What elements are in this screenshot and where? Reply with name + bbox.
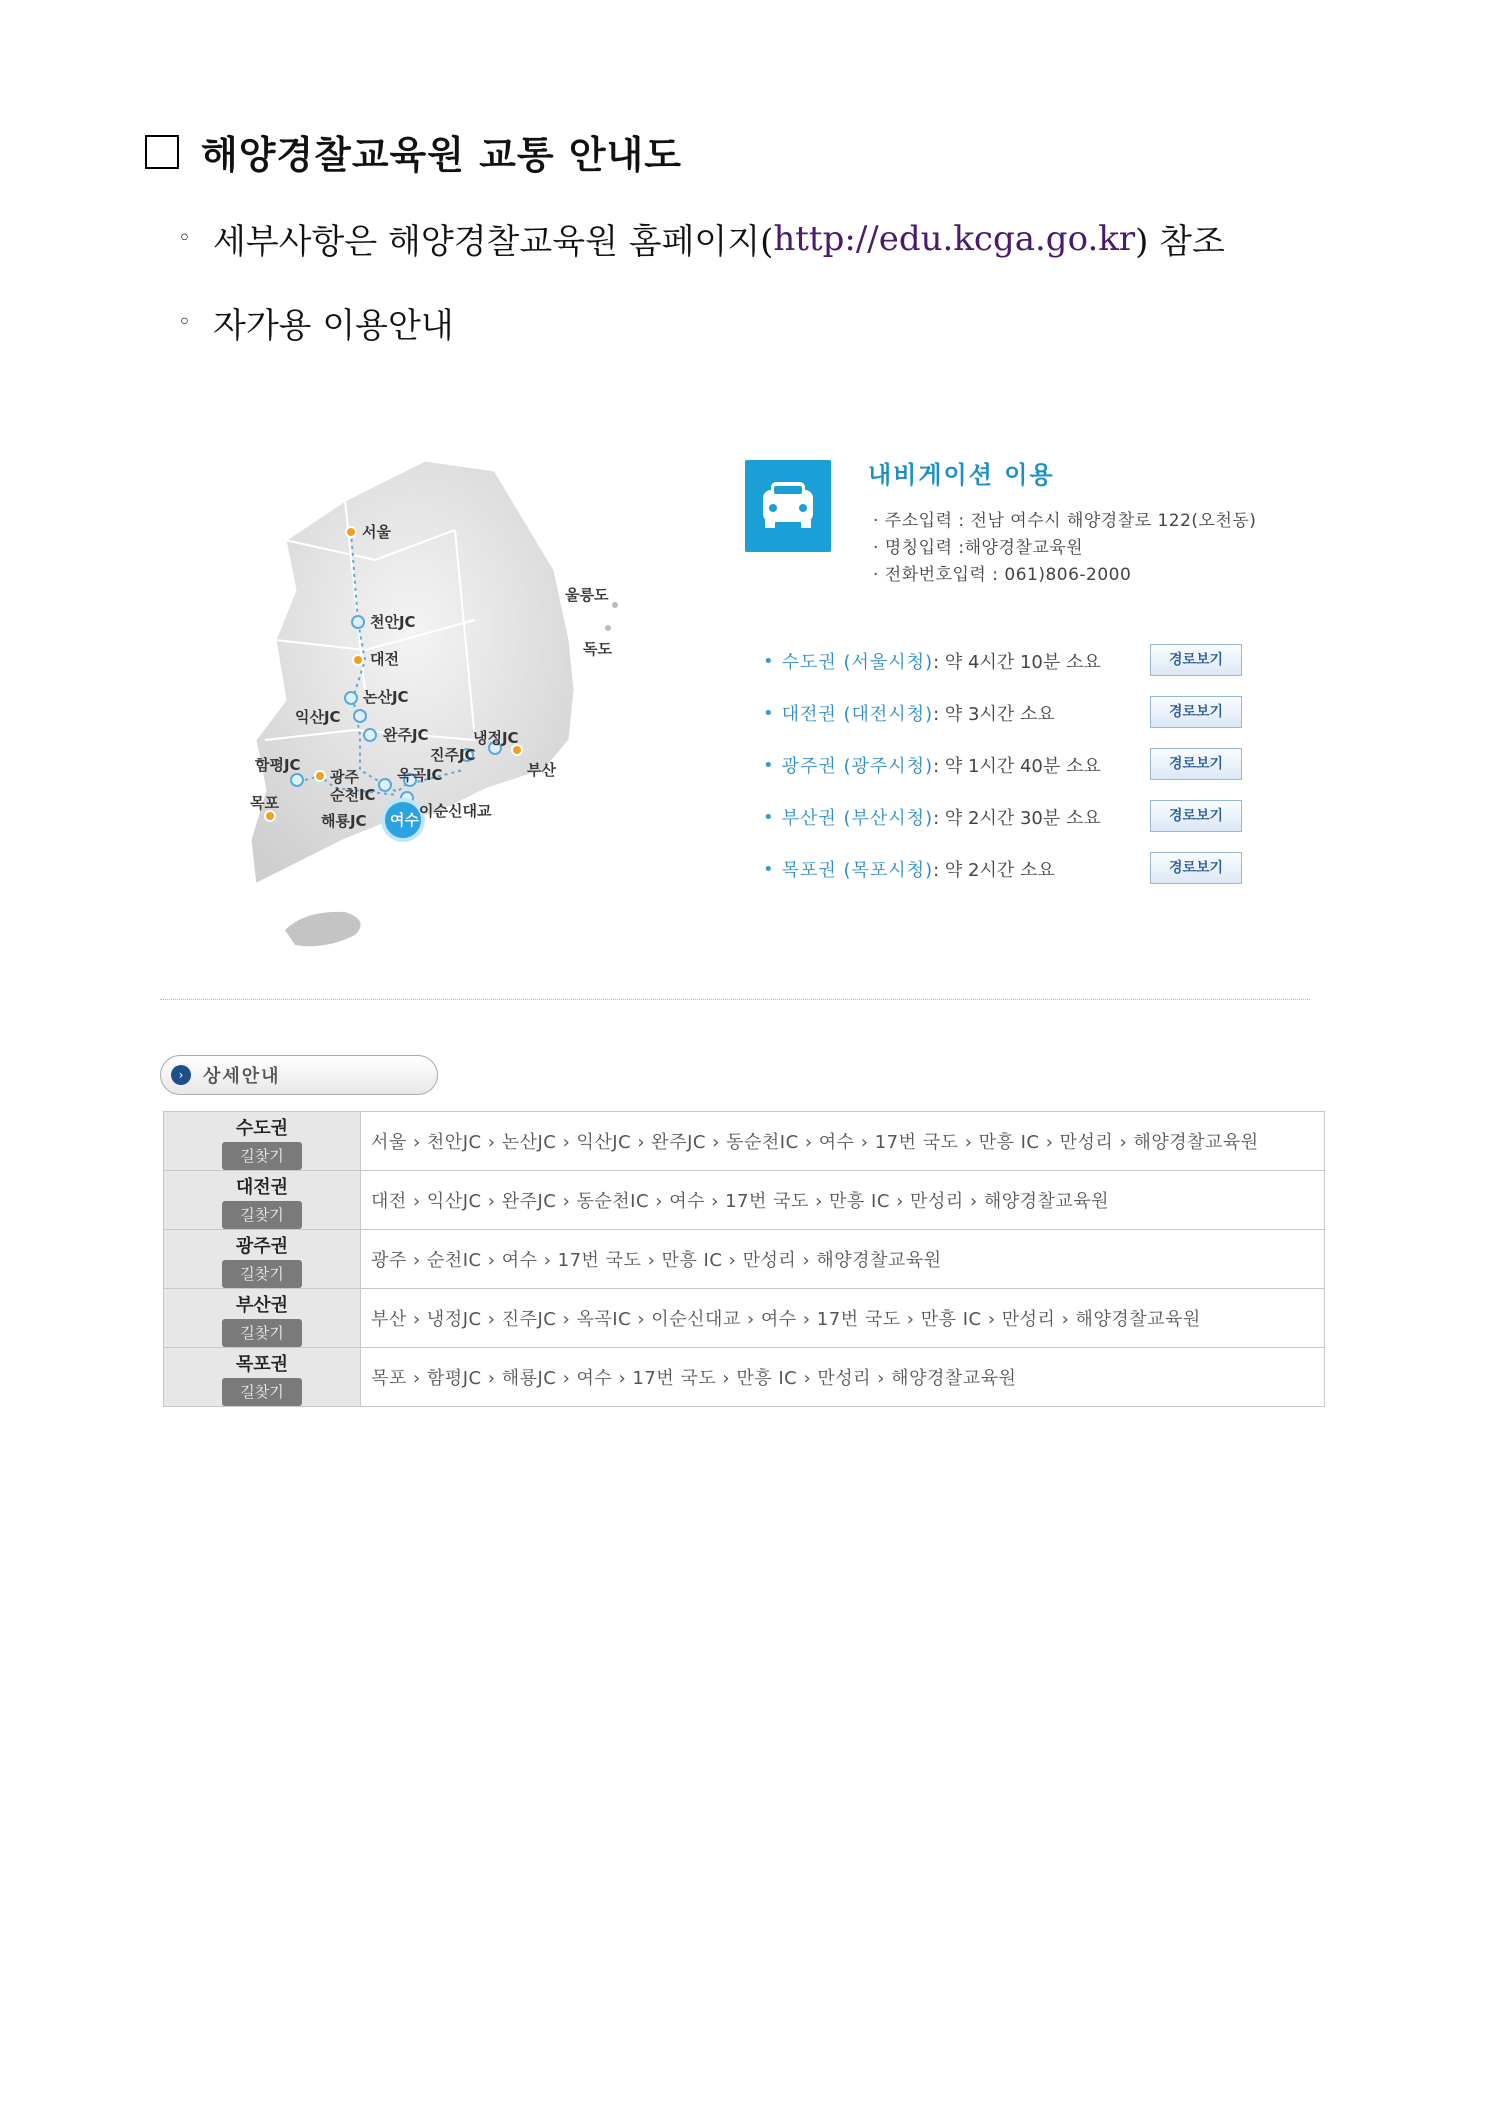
map-label-haeryong: 해룡JC (321, 812, 367, 830)
page-title (145, 124, 682, 179)
map-label-dokdo: 독도 (583, 640, 612, 658)
detail-guide-label: 상세안내 (203, 1066, 281, 1087)
region-cell (164, 1171, 361, 1230)
map-label-yeosu: 여수 (390, 811, 419, 829)
route-name: 목포권 (목포시청) (781, 860, 934, 881)
table-row (164, 1230, 1325, 1289)
route-row: • 대전권 (대전시청) : 약 3시간 소요 (763, 700, 1055, 726)
checkbox-square-icon (145, 135, 179, 169)
route-view-button[interactable]: 경로보기 (1150, 748, 1242, 780)
detail-guide-tab[interactable] (160, 1055, 438, 1095)
navigation-phone: · 전화번호입력 : 061)806-2000 (873, 565, 1132, 585)
map-label-naengjeong: 냉정JC (473, 729, 519, 747)
map-marker-daejeon (353, 655, 363, 665)
route-time: : 약 3시간 소요 (933, 704, 1055, 725)
navigation-title: 내비게이션 이용 (868, 461, 1055, 489)
route-time: : 약 1시간 40분 소요 (933, 756, 1101, 777)
bullet-car-guide-text: 자가용 이용안내 (212, 306, 454, 346)
map-label-okgok: 옥곡IC (397, 766, 443, 784)
route-time: : 약 2시간 30분 소요 (933, 808, 1101, 829)
bullet-homepage-end: ) 참조 (1135, 222, 1225, 262)
route-time: : 약 2시간 소요 (933, 860, 1055, 881)
route-view-button[interactable]: 경로보기 (1150, 696, 1242, 728)
route-time: : 약 4시간 10분 소요 (933, 652, 1101, 673)
map-label-jinju: 진주JC (430, 746, 476, 764)
section-divider (160, 999, 1310, 1000)
car-icon (745, 460, 831, 552)
route-name: 광주권 (광주시청) (781, 756, 934, 777)
korea-route-map (225, 440, 675, 960)
route-row: • 수도권 (서울시청) : 약 4시간 10분 소요 (763, 648, 1101, 674)
bullet-dot-icon: ◦ (178, 310, 191, 335)
map-marker-mokpo (265, 811, 275, 821)
map-marker-suncheon (379, 779, 391, 791)
route-view-button[interactable]: 경로보기 (1150, 644, 1242, 676)
region-cell (164, 1348, 361, 1407)
region-name: 대전권 (235, 1177, 289, 1198)
map-marker-iksan (354, 710, 366, 722)
map-label-seoul: 서울 (362, 523, 391, 541)
map-label-daejeon: 대전 (370, 650, 399, 668)
route-view-button[interactable]: 경로보기 (1150, 852, 1242, 884)
table-row (164, 1348, 1325, 1407)
map-label-busan: 부산 (527, 761, 556, 779)
region-cell (164, 1230, 361, 1289)
map-label-hampyeong: 함평JC (255, 756, 301, 774)
bullet-homepage-text: 세부사항은 해양경찰교육원 홈페이지( (212, 222, 774, 262)
region-cell (164, 1112, 361, 1171)
find-route-button[interactable]: 길찾기 (222, 1142, 302, 1170)
page-title-text: 해양경찰교육원 교통 안내도 (201, 133, 682, 177)
navigation-address: · 주소입력 : 전남 여수시 해양경찰로 122(오천동) (873, 511, 1257, 531)
route-path: 부산 › 냉정JC › 진주JC › 옥곡IC › 이순신대교 › 여수 › 17번 국도 › 만흥 IC › 만성리 › 해양경찰교육원 (361, 1289, 1325, 1348)
table-row (164, 1112, 1325, 1171)
map-marker-seoul (346, 527, 356, 537)
map-label-suncheon: 순천IC (330, 786, 376, 804)
map-marker-gwangju (315, 771, 325, 781)
route-row: • 광주권 (광주시청) : 약 1시간 40분 소요 (763, 752, 1101, 778)
navigation-name: · 명칭입력 :해양경찰교육원 (873, 538, 1084, 558)
region-name: 목포권 (235, 1354, 289, 1375)
route-name: 부산권 (부산시청) (781, 808, 934, 829)
map-label-nonsan: 논산JC (363, 688, 409, 706)
route-path: 대전 › 익산JC › 완주JC › 동순천IC › 여수 › 17번 국도 › 만흥 IC › 만성리 › 해양경찰교육원 (361, 1171, 1325, 1230)
route-path: 서울 › 천안JC › 논산JC › 익산JC › 완주JC › 동순천IC › 여수 › 17번 국도 › 만흥 IC › 만성리 › 해양경찰교육원 (361, 1112, 1325, 1171)
region-name: 수도권 (235, 1118, 289, 1139)
map-marker-hampyeong (291, 774, 303, 786)
map-label-gwangju: 광주 (330, 768, 359, 786)
region-name: 부산권 (235, 1295, 289, 1316)
route-name: 수도권 (서울시청) (781, 652, 934, 673)
find-route-button[interactable]: 길찾기 (222, 1201, 302, 1229)
table-row (164, 1171, 1325, 1230)
bullet-homepage (178, 214, 1225, 263)
chevron-right-icon: › (171, 1065, 191, 1085)
map-label-cheonan: 천안JC (370, 613, 416, 631)
map-label-isunsin: 이순신대교 (419, 802, 492, 820)
route-row: • 부산권 (부산시청) : 약 2시간 30분 소요 (763, 804, 1101, 830)
map-label-mokpo: 목포 (250, 794, 279, 812)
korea-map-graphic (225, 440, 675, 960)
map-marker-nonsan (345, 692, 357, 704)
region-cell (164, 1289, 361, 1348)
find-route-button[interactable]: 길찾기 (222, 1319, 302, 1347)
table-row (164, 1289, 1325, 1348)
map-marker-ulleung (612, 602, 618, 608)
detail-route-table (163, 1111, 1325, 1407)
map-marker-wanju (364, 729, 376, 741)
map-label-wanju: 완주JC (383, 726, 429, 744)
bullet-car-guide (178, 298, 454, 347)
map-marker-dokdo (605, 625, 611, 631)
find-route-button[interactable]: 길찾기 (222, 1260, 302, 1288)
map-label-iksan: 익산JC (295, 708, 341, 726)
route-path: 광주 › 순천IC › 여수 › 17번 국도 › 만흥 IC › 만성리 › 해양경찰교육원 (361, 1230, 1325, 1289)
bullet-dot-icon: ◦ (178, 226, 191, 251)
map-label-ulleung: 울릉도 (565, 586, 609, 604)
route-name: 대전권 (대전시청) (781, 704, 934, 725)
homepage-link[interactable]: http://edu.kcga.go.kr (773, 218, 1136, 259)
find-route-button[interactable]: 길찾기 (222, 1378, 302, 1406)
route-path: 목포 › 함평JC › 해룡JC › 여수 › 17번 국도 › 만흥 IC › 만성리 › 해양경찰교육원 (361, 1348, 1325, 1407)
route-view-button[interactable]: 경로보기 (1150, 800, 1242, 832)
map-marker-cheonan (352, 616, 364, 628)
route-row: • 목포권 (목포시청) : 약 2시간 소요 (763, 856, 1055, 882)
region-name: 광주권 (235, 1236, 289, 1257)
